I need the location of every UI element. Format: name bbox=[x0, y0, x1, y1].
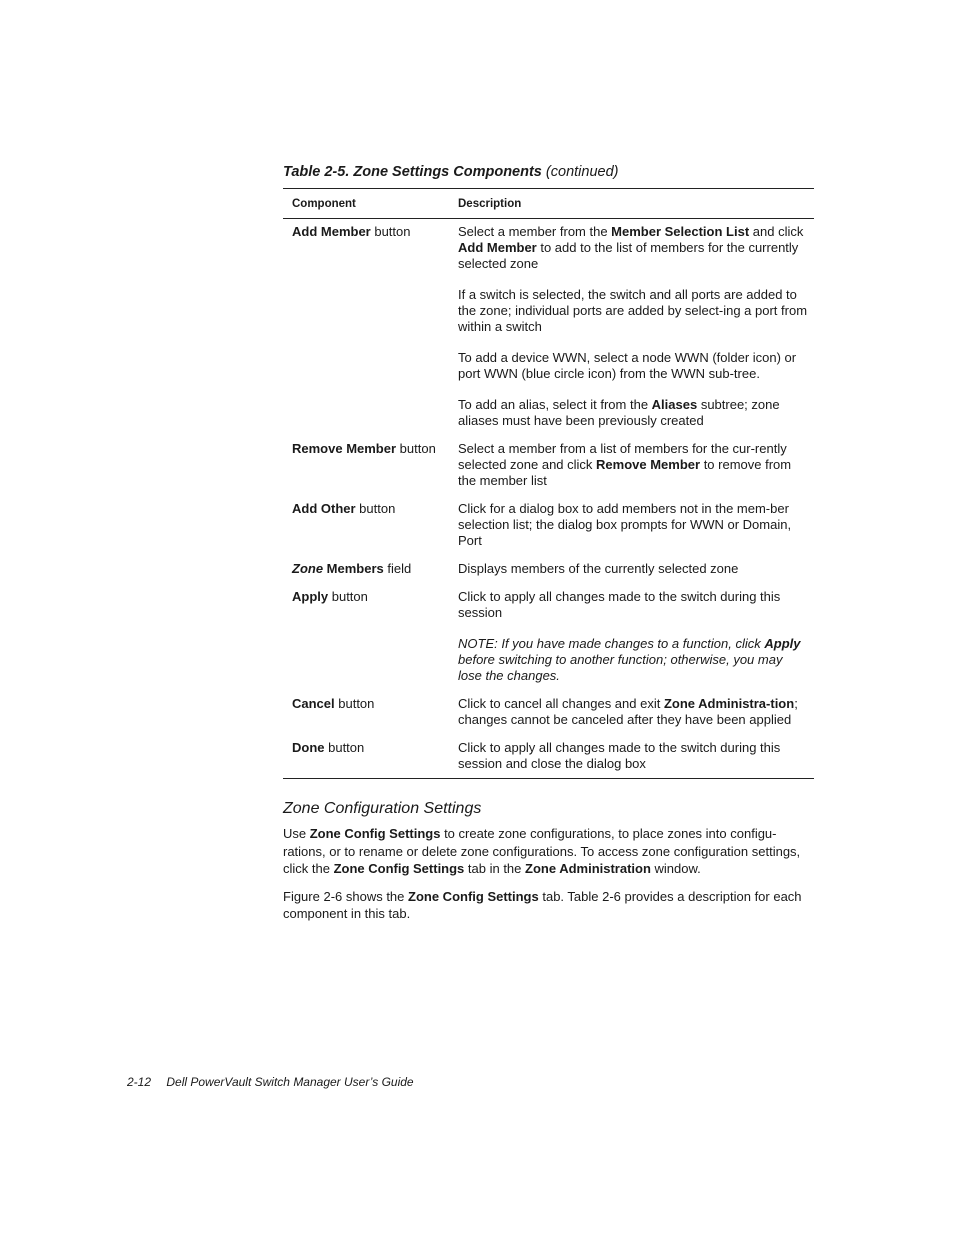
component-name: Members bbox=[323, 561, 384, 576]
component-cell bbox=[283, 690, 449, 734]
description-paragraph bbox=[458, 589, 808, 621]
description-paragraph bbox=[458, 696, 808, 728]
text-run: If a switch is selected, the switch and all ports are added to the zone; individual ports are added by select-ing a port from within a switch bbox=[458, 287, 808, 334]
table-header-row bbox=[283, 189, 814, 219]
components-table bbox=[283, 189, 814, 779]
table-row bbox=[283, 555, 814, 583]
header-description: Description bbox=[458, 198, 522, 210]
page-footer bbox=[127, 1075, 414, 1089]
bold-term: Remove Member bbox=[596, 457, 701, 472]
bold-term: Apply bbox=[764, 636, 801, 651]
text-run: Click to apply all changes made to the switch during this session and close the dialog box bbox=[458, 740, 781, 771]
text-run: Click to apply all changes made to the switch during this session bbox=[458, 589, 781, 620]
description-cell bbox=[449, 690, 814, 734]
description-paragraph bbox=[458, 287, 808, 335]
table-caption-suffix: (continued) bbox=[545, 164, 619, 180]
component-name: Apply bbox=[292, 589, 329, 604]
bold-term: Zone Config Settings bbox=[408, 888, 539, 904]
component-cell bbox=[283, 555, 449, 583]
description-cell bbox=[449, 219, 814, 436]
text-run: to add to the list of members for the currently selected zone bbox=[458, 240, 799, 271]
text-run: and click bbox=[749, 224, 804, 239]
component-name: Add Other bbox=[292, 501, 356, 516]
text-run: Select a member from a list of members for the cur-rently selected zone and click bbox=[458, 441, 787, 472]
description-paragraph bbox=[458, 740, 808, 772]
header-component: Component bbox=[292, 198, 356, 210]
text-run: tab in the bbox=[464, 861, 526, 876]
body-paragraph bbox=[283, 888, 814, 923]
description-paragraph bbox=[458, 561, 808, 577]
component-cell bbox=[283, 435, 449, 495]
description-paragraph bbox=[458, 350, 808, 382]
table-row bbox=[283, 734, 814, 779]
description-paragraph bbox=[458, 501, 808, 549]
description-cell bbox=[449, 435, 814, 495]
body-paragraph bbox=[283, 825, 814, 878]
component-name-italic: Zone bbox=[292, 561, 324, 576]
note-paragraph bbox=[458, 636, 808, 684]
table-caption bbox=[283, 162, 814, 182]
description-cell bbox=[449, 555, 814, 583]
component-type: field bbox=[383, 561, 412, 576]
table-caption-label: Table 2-5. Zone Settings Components bbox=[283, 164, 542, 180]
text-run: window. bbox=[650, 861, 701, 876]
bold-term: Add Member bbox=[458, 240, 537, 255]
table-body bbox=[283, 219, 814, 779]
bold-term: Zone Administra-tion bbox=[663, 696, 795, 711]
text-run: Select a member from the bbox=[458, 224, 612, 239]
table-row bbox=[283, 435, 814, 495]
section-body bbox=[283, 825, 814, 923]
section-title: Zone Configuration Settings bbox=[283, 800, 482, 817]
text-run: Click to cancel all changes and exit bbox=[458, 696, 664, 711]
text-run: NOTE: If you have made changes to a function, click bbox=[458, 636, 765, 651]
text-run: Figure 2-6 shows the bbox=[283, 888, 409, 904]
page-content bbox=[283, 162, 814, 933]
description-cell bbox=[449, 734, 814, 779]
component-cell bbox=[283, 219, 449, 436]
component-type: button bbox=[370, 224, 411, 239]
component-name: Cancel bbox=[292, 696, 335, 711]
description-cell bbox=[449, 495, 814, 555]
component-type: button bbox=[328, 589, 368, 604]
table-row bbox=[283, 583, 814, 690]
text-run: to create zone configurations, to place zones into configu-rations, or to rename or delete zone configurations. To access zone configuration settings, click the bbox=[283, 826, 801, 876]
text-run: ; changes cannot be canceled after they have been applied bbox=[458, 696, 798, 727]
text-run: To add an alias, select it from the bbox=[458, 397, 652, 412]
component-name: Add Member bbox=[292, 224, 371, 239]
description-cell bbox=[449, 583, 814, 690]
text-run: To add a device WWN, select a node WWN (folder icon) or port WWN (blue circle icon) from the WWN sub-tree. bbox=[458, 350, 797, 381]
table-row bbox=[283, 495, 814, 555]
text-run: subtree; zone aliases must have been previously created bbox=[458, 397, 780, 428]
text-run: Use bbox=[283, 826, 310, 841]
footer-title: Dell PowerVault Switch Manager User’s Guide bbox=[166, 1075, 414, 1089]
bold-term: Zone Administration bbox=[525, 861, 651, 876]
component-type: button bbox=[334, 696, 375, 711]
description-paragraph bbox=[458, 441, 808, 489]
component-name: Done bbox=[292, 740, 325, 755]
description-paragraph bbox=[458, 224, 808, 272]
component-type: button bbox=[355, 501, 396, 516]
text-run: to remove from the member list bbox=[458, 457, 792, 488]
text-run: before switching to another function; otherwise, you may lose the changes. bbox=[458, 652, 783, 683]
text-run: tab. Table 2-6 provides a description for each component in this tab. bbox=[283, 888, 802, 921]
table-row bbox=[283, 219, 814, 436]
component-type: button bbox=[324, 740, 365, 755]
description-paragraph bbox=[458, 397, 808, 429]
component-name: Remove Member bbox=[292, 441, 397, 456]
bold-term: Member Selection List bbox=[611, 224, 750, 239]
text-run: Click for a dialog box to add members not in the mem-ber selection list; the dialog box prompts for WWN or Domain, Port bbox=[458, 501, 792, 548]
bold-term: Aliases bbox=[651, 397, 698, 412]
text-run: Displays members of the currently selected zone bbox=[458, 561, 739, 576]
component-cell bbox=[283, 734, 449, 779]
bold-term: Zone Config Settings bbox=[309, 826, 441, 841]
bold-term: Zone Config Settings bbox=[333, 861, 465, 876]
component-cell bbox=[283, 583, 449, 690]
table-row bbox=[283, 690, 814, 734]
component-cell bbox=[283, 495, 449, 555]
footer-page-number: 2-12 bbox=[127, 1075, 152, 1089]
component-type: button bbox=[396, 441, 436, 456]
